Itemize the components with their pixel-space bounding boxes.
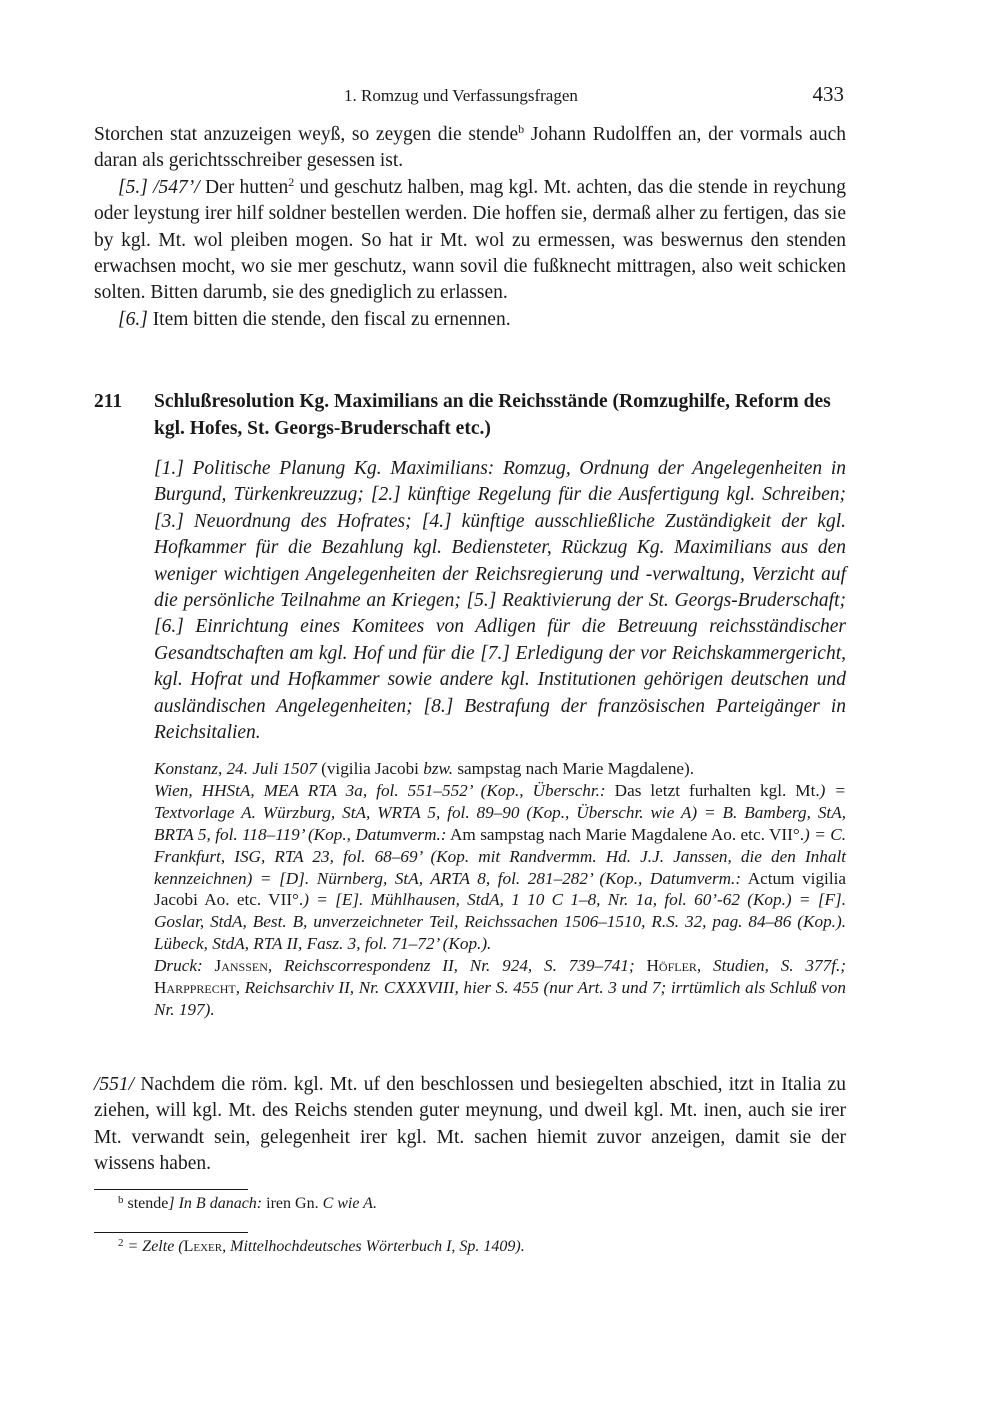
text-run: , Reichscorrespondenz II, Nr. 924, S. 739–741; (267, 956, 647, 976)
footnote-divider (94, 1232, 248, 1233)
source-apparatus (154, 758, 846, 1021)
text-run: stende (123, 1195, 169, 1212)
date-line (154, 758, 846, 780)
text-run: ) = [E]. Mühlhausen, StdA, 1 10 C 1–8, Nr. 1a, fol. 60’-62 (Kop.) = [F]. Goslar, StdA, Best. B, unverzeichneter Teil, Reichssachen 1506–1510, R.S. 32, pag. 84–86 (Kop.). Lübeck, StdA, RTA II, Fasz. 3, fol. 71–72’ (Kop.). (154, 890, 847, 954)
text-run: Item bitten die stende, den fiscal zu ernennen. (147, 308, 511, 330)
text-run: Wien, HHStA, MEA RTA 3a, fol. 551–552’ (Kop., Überschr.: (154, 780, 606, 800)
text-run: Konstanz, 24. Juli 1507 (154, 759, 317, 778)
author-name: Lexer (183, 1238, 223, 1255)
continuation-text (94, 122, 846, 333)
document-number: 211 (94, 391, 123, 412)
running-head-title: 1. Romzug und Verfassungsfragen (344, 86, 578, 105)
text-run: ) = Textvorlage A. Würzburg, StA, WRTA 5, fol. 89–90 (Kop., Überschr. wie A) = B. Bamberg, StA, BRTA 5, fol. 118–119’ (Kop., Datumverm.: (154, 780, 847, 844)
text-run: und geschutz halben, mag kgl. Mt. achten, das die stende in reychung oder leystung irer hilf soldner bestellen werden. Die hoffen sie, dermaß alher zu fertigen, das sie by kgl. Mt. wol pleiben mogen. So hat ir Mt. wol zu ermessen, was beswernus den stenden erwachsen mocht, wo sie mer geschutz, wann sovil die fußknecht mittragen, also weit schicken solten. Bitten darumb, sie des gnediglich zu erlassen. (94, 176, 846, 304)
text-run: sampstag nach Marie Magdalene). (453, 759, 695, 778)
source-list (154, 780, 846, 955)
text-run: , Studien, S. 377f.; (696, 956, 846, 976)
text-run: Druck: (154, 956, 215, 976)
paragraph-continuation (94, 122, 846, 175)
article-marker: [5.] /547’/ (118, 176, 200, 198)
text-run: bzw. (423, 759, 454, 778)
paragraph-article-5 (94, 175, 846, 307)
footnote-ref-2: 2 (288, 174, 295, 189)
document-title: Schlußresolution Kg. Maximilians an die Reichsstände (Romzughilfe, Reform des kgl. Hofes, St. Georgs-Bruderschaft etc.) (154, 391, 831, 439)
running-head (94, 82, 846, 108)
footnote-mark: b (118, 1194, 124, 1206)
text-run: ] In B danach: (168, 1195, 263, 1212)
text-run: Johann Rudolffen an, der vormals auch daran als gerichtsschreiber gesessen ist. (94, 124, 846, 172)
article-marker: [6.] (118, 308, 148, 330)
text-run: Der hutten (199, 176, 289, 198)
footnote-variant-b (118, 1194, 377, 1214)
footnote-divider (94, 1189, 248, 1190)
footnote-2 (118, 1237, 525, 1257)
text-run: Das letzt furhalten kgl. Mt. (605, 780, 820, 800)
document-heading (94, 388, 846, 442)
text-run: Nachdem die röm. kgl. Mt. uf den beschlossen und besiegelten abschied, itzt in Italia zu ziehen, will kgl. Mt. des Reichs stenden guter meynung, und dweil kgl. Mt. inen, auch sie irer Mt. verwandt sein, gelegenheit irer kgl. Mt. sachen hiemit zuvor anzeigen, damit sie der wissens haben. (94, 1074, 846, 1175)
print-list (154, 955, 846, 1021)
text-run: (vigilia Jacobi (316, 759, 424, 778)
author-name: Janssen (214, 956, 268, 976)
author-name: Höfler (646, 956, 697, 976)
text-run: iren Gn. (262, 1195, 323, 1212)
text-run: Storchen stat anzuzeigen weyß, so zeygen die stende (94, 124, 519, 145)
regest-summary: [1.] Politische Planung Kg. Maximilians: Romzug, Ordnung der Angelegenheiten in Burgund, Türkenkreuzzug; [2.] künftige Regelung für die Ausfertigung kgl. Schreiben; [3.] Neuordnung des Hofrates; [4.] künftige ausschließliche Zuständigkeit der kgl. Hofkammer für die Bezahlung kgl. Bediensteter, Rückzug Kg. Maximilians aus den weniger wichtigen Angelegenheiten der Reichsregierung und -verwaltung, Verzicht auf die persönliche Teilnahme an Kriegen; [5.] Reaktivierung der St. Georgs-Bruderschaft; [6.] Einrichtung eines Komitees von Adligen für die Betreuung reichsständischer Gesandtschaften am kgl. Hof und für die [7.] Erledigung der vor Reichskammergericht, kgl. Hofrat und Hofkammer sowie andere kgl. Institutionen gehörigen deutschen und ausländischen Angelegenheiten; [8.] Bestrafung der französischen Parteigänger in Reichsitalien. (154, 458, 846, 744)
footnote-ref-b: b (518, 122, 525, 136)
page-number: 433 (812, 82, 844, 106)
text-run: , Reichsarchiv II, Nr. CXXXVIII, hier S. 455 (nur Art. 3 und 7; irrtümlich als Schluß von Nr. 197). (154, 978, 846, 1019)
paragraph-article-6 (94, 307, 846, 333)
footnote-mark: 2 (118, 1237, 124, 1249)
author-name: Harpprecht (154, 978, 236, 998)
text-run: ) = C. Frankfurt, ISG, RTA 23, fol. 68–69’ (Kop. mit Randvermm. Hd. J.J. Janssen, die den Inhalt kennzeichnen) = [D]. Nürnberg, StA, ARTA 8, fol. 281–282’ (Kop., Datumverm.: (154, 824, 846, 888)
document-body-text (94, 1072, 846, 1178)
folio-marker: /551/ (94, 1074, 135, 1095)
text-run: = Zelte ( (123, 1238, 184, 1255)
text-run: Actum vigilia Jacobi Ao. etc. VII°. (154, 868, 847, 910)
text-run: C wie A. (322, 1195, 377, 1212)
text-run: , Mittelhochdeutsches Wörterbuch I, Sp. 1409). (222, 1238, 525, 1255)
text-run: Am sampstag nach Marie Magdalene Ao. etc. VII°. (446, 824, 805, 844)
